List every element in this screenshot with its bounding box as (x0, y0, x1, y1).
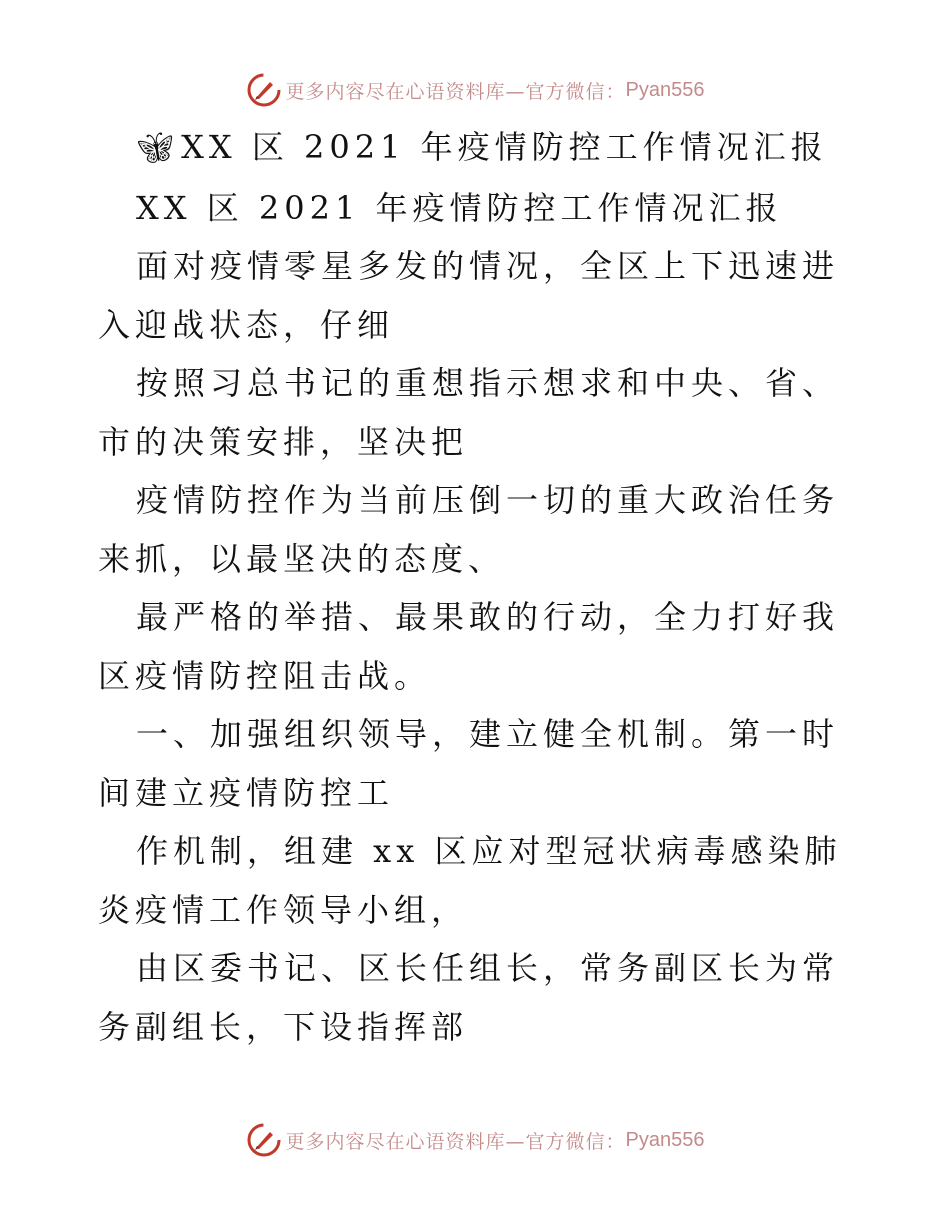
paragraph: 作机制，组建 xx 区应对型冠状病毒感染肺炎疫情工作领导小组， (98, 832, 842, 929)
paragraph: 面对疫情零星多发的情况，全区上下迅速进入迎战状态，仔细 (98, 247, 840, 344)
paragraph: XX 区 2021 年疫情防控工作情况汇报 (136, 188, 783, 227)
paragraph: 按照习总书记的重想指示想求和中央、省、市的决策安排，坚决把 (98, 364, 840, 461)
watermark-text: 更多内容尽在心语资料库—官方微信： (285, 1130, 626, 1153)
watermark-text: 更多内容尽在心语资料库—官方微信： (285, 80, 626, 103)
paragraph: 一、加强组织领导，建立健全机制。第一时间建立疫情防控工 (98, 715, 840, 812)
quill-logo-icon (246, 72, 282, 108)
watermark-wechat-id: Pyan556 (625, 1128, 705, 1151)
document-body (98, 118, 858, 1056)
paragraph: 疫情防控作为当前压倒一切的重大政治任务来抓，以最坚决的态度、 (98, 481, 840, 578)
paragraph: 由区委书记、区长任组长，常务副区长为常务副组长，下设指挥部 (98, 949, 840, 1046)
document-title-text: XX 区 2021 年疫情防控工作情况汇报 (181, 128, 828, 166)
watermark-banner-top (0, 70, 950, 110)
watermark-banner-bottom (0, 1120, 950, 1160)
quill-logo-icon (246, 1122, 282, 1158)
ornament-icon: 🦋︎ (136, 131, 180, 166)
document-title (98, 118, 858, 179)
paragraph: 最严格的举措、最果敢的行动，全力打好我区疫情防控阻击战。 (98, 598, 840, 695)
watermark-wechat-id: Pyan556 (625, 78, 705, 101)
